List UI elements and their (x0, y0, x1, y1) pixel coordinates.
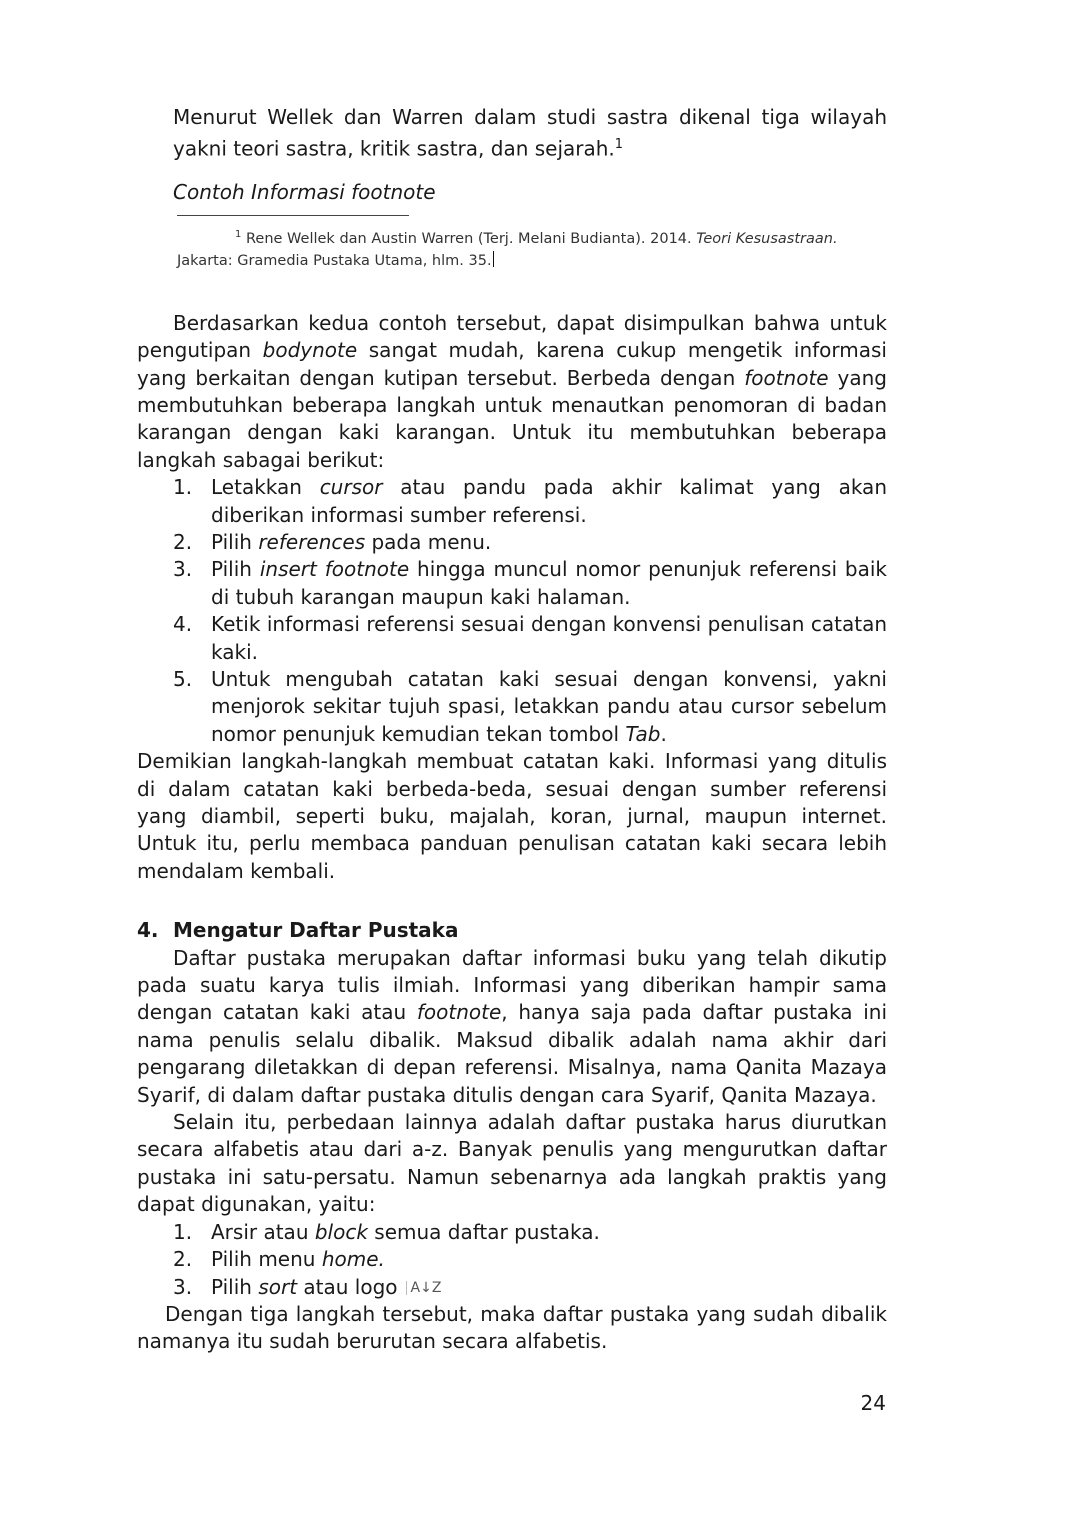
sort-az-icon: A↓Z (406, 1281, 442, 1295)
footnote-example: $^1$ Rene Wellek dan Austin Warren (Terj. Melani Budianta). 2014. Teori Kesusastraan. Jakarta: Gramedia Pustaka Utama, hlm. 35. (177, 228, 838, 269)
list-item: 5. Untuk mengubah catatan kaki sesuai dengan konvensi, yakni menjorok sekitar tujuh spasi, letakkan pandu atau cursor sebelum nomor penunjuk kemudian tekan tombol Tab. (173, 666, 887, 746)
list-item: 3. Pilih sort atau logo A↓Z (173, 1274, 442, 1299)
page-body (137, 104, 887, 1356)
list-item: 3. Pilih insert footnote hingga muncul nomor penunjuk referensi baik di tubuh karangan maupun kaki halaman. (173, 557, 887, 609)
example-caption: Contoh Informasi footnote (173, 180, 436, 205)
sort-steps-list (137, 1219, 887, 1301)
paragraph-footnote-summary: Demikian langkah-langkah membuat catatan kaki. Informasi yang ditulis di dalam catatan kaki berbeda-beda, sesuai dengan sumber referensi yang diambil, seperti buku, majalah, koran, jurnal, maupun internet. Untuk itu, perlu membaca panduan penulisan catatan kaki secara lebih mendalam kembali. (137, 749, 887, 883)
list-item: 1. Letakkan cursor atau pandu pada akhir kalimat yang akan diberikan informasi sumber referensi. (173, 475, 887, 527)
paragraph-conclusion: Berdasarkan kedua contoh tersebut, dapat disimpulkan bahwa untuk pengutipan bodynote sangat mudah, karena cukup mengetik informasi yang berkaitan dengan kutipan tersebut. Berbeda dengan footnote yang membutuhkan beberapa langkah untuk menautkan penomoran di badan karangan dengan kaki karangan. Untuk itu membutuhkan beberapa langkah sabagai berikut: (137, 310, 888, 472)
paragraph-bibliography-sorting: Selain itu, perbedaan lainnya adalah daftar pustaka harus diurutkan secara alfabetis atau dari a-z. Banyak penulis yang mengurutkan daftar pustaka ini satu-persatu. Namun sebenarnya ada langkah praktis yang dapat digunakan, yaitu: (137, 1110, 887, 1217)
list-item: 1. Arsir atau block semua daftar pustaka. (173, 1219, 600, 1244)
footnote-steps-list (137, 474, 887, 748)
list-item: 2. Pilih menu home. (173, 1247, 385, 1272)
section-heading: 4. Mengatur Daftar Pustaka (137, 918, 459, 943)
page-number: 24 (860, 1391, 886, 1415)
footnote-separator (177, 215, 409, 216)
footnote-ref-marker: 1 (614, 137, 624, 153)
intro-paragraph: Menurut Wellek dan Warren dalam studi sastra dikenal tiga wilayah yakni teori sastra, kritik sastra, dan sejarah.$^1$ (173, 105, 887, 162)
paragraph-bibliography-intro: Daftar pustaka merupakan daftar informasi buku yang telah dikutip pada suatu karya tulis ilmiah. Informasi yang diberikan hampir sama dengan catatan kaki atau footnote, hanya saja pada daftar pustaka ini nama penulis selalu dibalik. Maksud dibalik adalah nama akhir dari pengarang diletakkan di depan referensi. Misalnya, nama Qanita Mazaya Syarif, di dalam daftar pustaka ditulis dengan cara Syarif, Qanita Mazaya. (137, 945, 888, 1107)
text-cursor (493, 251, 494, 267)
list-item: 2. Pilih references pada menu. (173, 529, 492, 554)
paragraph-closing: Dengan tiga langkah tersebut, maka daftar pustaka yang sudah dibalik namanya itu sudah berurutan secara alfabetis. (137, 1301, 887, 1354)
list-item: 4. Ketik informasi referensi sesuai dengan konvensi penulisan catatan kaki. (173, 612, 887, 664)
